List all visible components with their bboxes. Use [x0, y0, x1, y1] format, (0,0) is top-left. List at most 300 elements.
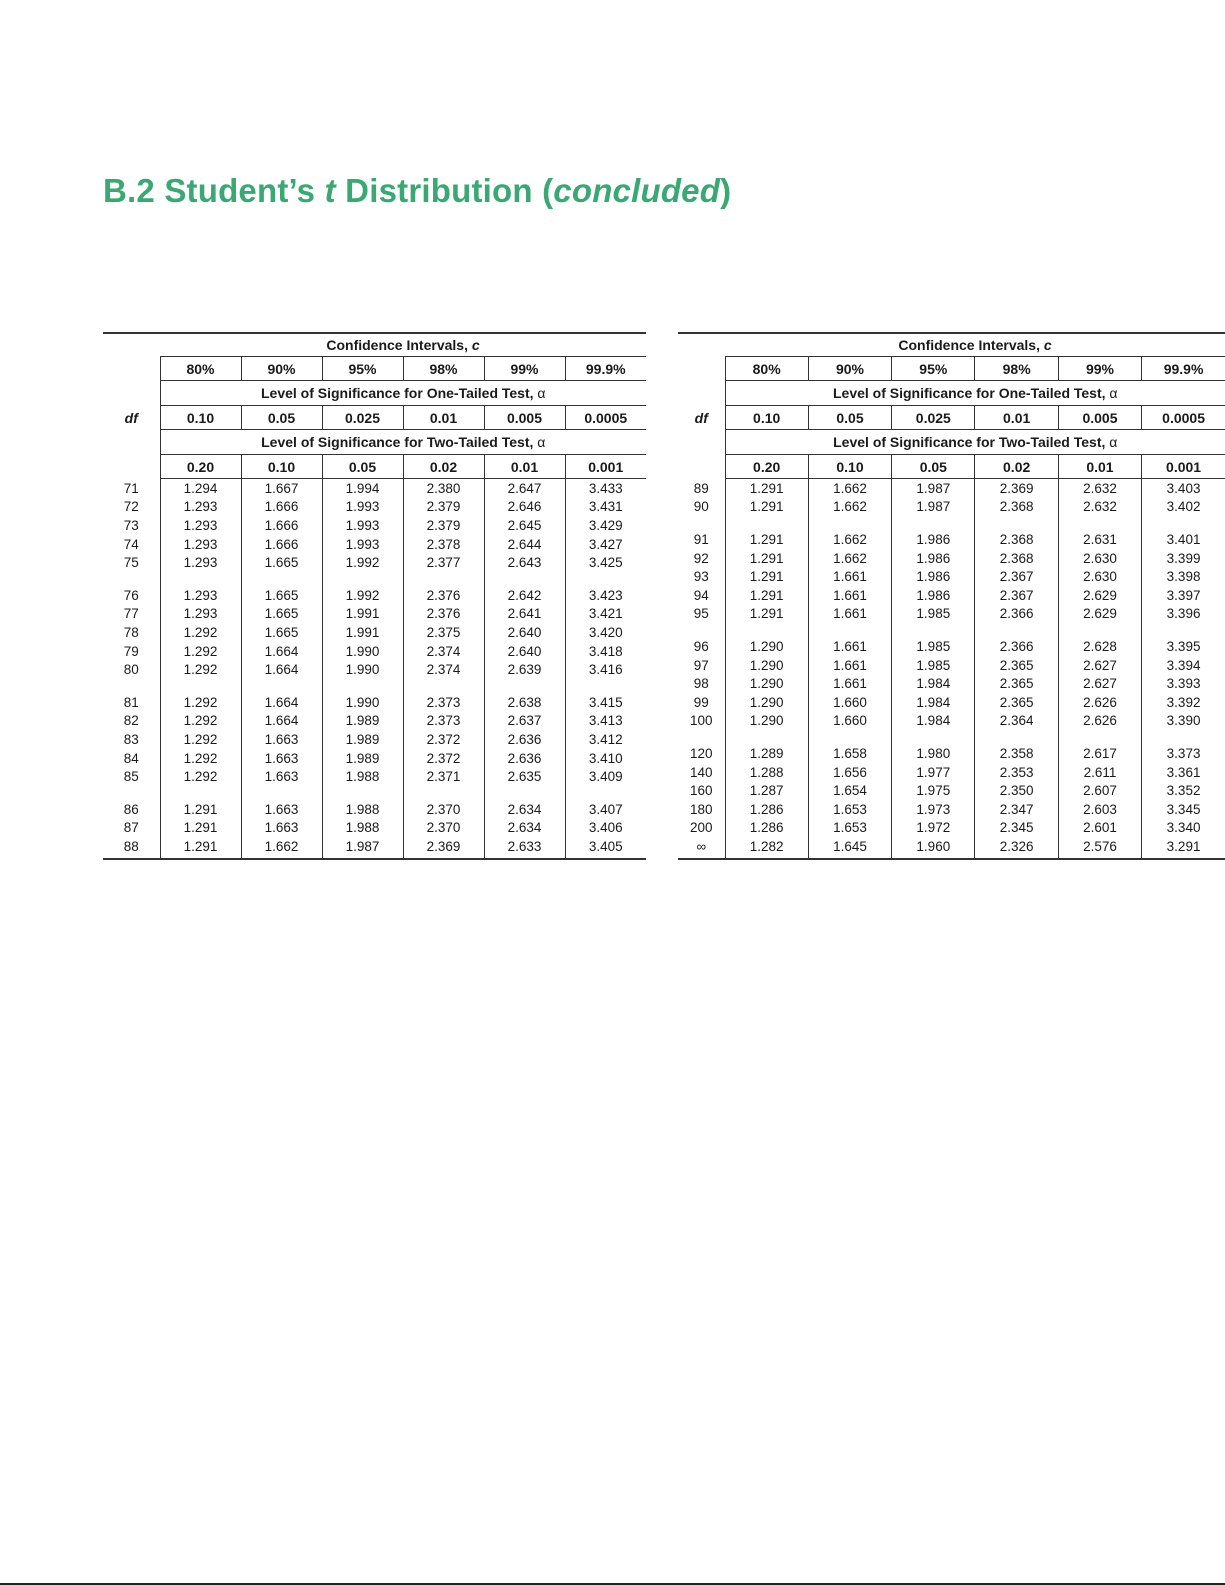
confidence-level: 90% — [241, 357, 322, 381]
confidence-level: 99% — [1058, 357, 1141, 381]
critical-value: 1.290 — [725, 656, 808, 675]
critical-value: 3.412 — [565, 730, 646, 749]
critical-value: 1.291 — [725, 479, 808, 498]
critical-value: 3.431 — [565, 498, 646, 517]
confidence-level: 99.9% — [565, 357, 646, 381]
critical-value: 1.292 — [160, 749, 241, 768]
critical-value: 1.645 — [808, 837, 891, 859]
critical-value: 1.654 — [808, 781, 891, 800]
critical-value: 1.292 — [160, 730, 241, 749]
two-tailed-row — [103, 455, 646, 479]
critical-value: 1.663 — [241, 819, 322, 838]
critical-value: 1.291 — [725, 586, 808, 605]
one-tailed-alpha: 0.05 — [241, 406, 322, 430]
critical-value: 2.644 — [484, 535, 565, 554]
confidence-intervals-header: Confidence Intervals, c — [160, 333, 646, 357]
critical-value: 1.990 — [322, 642, 403, 661]
critical-value: 2.611 — [1058, 763, 1141, 782]
critical-value: 1.291 — [725, 549, 808, 568]
critical-value: 1.665 — [241, 553, 322, 572]
critical-value: 2.632 — [1058, 498, 1141, 517]
critical-value: 1.664 — [241, 642, 322, 661]
table-row — [678, 819, 1225, 838]
df-value: 73 — [103, 516, 160, 535]
critical-value: 3.399 — [1142, 549, 1225, 568]
critical-value: 1.992 — [322, 572, 403, 605]
critical-value: 1.291 — [725, 498, 808, 517]
two-tailed-alpha: 0.02 — [403, 455, 484, 479]
critical-value: 2.576 — [1058, 837, 1141, 859]
confidence-level: 95% — [892, 357, 975, 381]
critical-value: 1.292 — [160, 712, 241, 731]
df-value: 78 — [103, 623, 160, 642]
critical-value: 1.653 — [808, 800, 891, 819]
df-value: 86 — [103, 786, 160, 819]
critical-value: 3.416 — [565, 660, 646, 679]
critical-value: 1.663 — [241, 786, 322, 819]
critical-value: 2.627 — [1058, 656, 1141, 675]
critical-value: 1.290 — [725, 674, 808, 693]
df-value: 84 — [103, 749, 160, 768]
critical-value: 3.403 — [1142, 479, 1225, 498]
critical-value: 2.643 — [484, 553, 565, 572]
table-row — [678, 730, 1225, 763]
table-row — [103, 786, 646, 819]
critical-value: 2.370 — [403, 786, 484, 819]
critical-value: 3.373 — [1142, 730, 1225, 763]
one-tailed-alpha: 0.025 — [322, 406, 403, 430]
table-row — [678, 549, 1225, 568]
critical-value: 1.988 — [322, 767, 403, 786]
critical-value: 1.662 — [808, 516, 891, 549]
critical-value: 3.405 — [565, 837, 646, 859]
critical-value: 1.990 — [322, 660, 403, 679]
df-value: 72 — [103, 498, 160, 517]
critical-value: 1.980 — [892, 730, 975, 763]
critical-value: 2.626 — [1058, 693, 1141, 712]
table-row — [678, 674, 1225, 693]
table-row — [103, 749, 646, 768]
critical-value: 1.985 — [892, 605, 975, 624]
page-title: B.2 Student’s t Distribution (concluded) — [103, 172, 732, 209]
critical-value: 1.960 — [892, 837, 975, 859]
one-tailed-row — [103, 406, 646, 430]
critical-value: 1.294 — [160, 479, 241, 498]
title-concluded: concluded — [553, 172, 721, 209]
critical-value: 3.433 — [565, 479, 646, 498]
critical-value: 2.628 — [1058, 623, 1141, 656]
critical-value: 2.641 — [484, 605, 565, 624]
critical-value: 1.661 — [808, 586, 891, 605]
table-row — [103, 819, 646, 838]
critical-value: 1.665 — [241, 605, 322, 624]
critical-value: 3.361 — [1142, 763, 1225, 782]
critical-value: 1.662 — [808, 498, 891, 517]
critical-value: 3.407 — [565, 786, 646, 819]
critical-value: 1.984 — [892, 712, 975, 731]
critical-value: 1.292 — [160, 767, 241, 786]
critical-value: 1.661 — [808, 674, 891, 693]
confidence-level: 80% — [725, 357, 808, 381]
critical-value: 1.291 — [725, 567, 808, 586]
critical-value: 1.661 — [808, 567, 891, 586]
critical-value: 3.352 — [1142, 781, 1225, 800]
critical-value: 1.664 — [241, 712, 322, 731]
critical-value: 1.665 — [241, 623, 322, 642]
critical-value: 2.350 — [975, 781, 1058, 800]
critical-value: 2.369 — [403, 837, 484, 859]
critical-value: 2.373 — [403, 679, 484, 712]
df-value: 140 — [678, 763, 725, 782]
one-tailed-alpha: 0.01 — [975, 406, 1058, 430]
critical-value: 3.423 — [565, 572, 646, 605]
critical-value: 2.634 — [484, 786, 565, 819]
df-value: 99 — [678, 693, 725, 712]
confidence-level: 90% — [808, 357, 891, 381]
critical-value: 2.647 — [484, 479, 565, 498]
critical-value: 1.290 — [725, 623, 808, 656]
critical-value: 1.293 — [160, 605, 241, 624]
df-value: 95 — [678, 605, 725, 624]
confidence-levels-row — [678, 357, 1225, 381]
critical-value: 1.991 — [322, 605, 403, 624]
df-value: 92 — [678, 549, 725, 568]
table-row — [103, 767, 646, 786]
df-value: 76 — [103, 572, 160, 605]
critical-value: 2.646 — [484, 498, 565, 517]
critical-value: 2.636 — [484, 730, 565, 749]
critical-value: 2.380 — [403, 479, 484, 498]
critical-value: 2.368 — [975, 498, 1058, 517]
critical-value: 2.379 — [403, 498, 484, 517]
table-row — [678, 712, 1225, 731]
table-row — [103, 605, 646, 624]
table-row — [103, 498, 646, 517]
two-tailed-alpha: 0.01 — [1058, 455, 1141, 479]
critical-value: 1.291 — [725, 605, 808, 624]
critical-value: 2.364 — [975, 712, 1058, 731]
critical-value: 3.395 — [1142, 623, 1225, 656]
critical-value: 2.358 — [975, 730, 1058, 763]
critical-value: 1.984 — [892, 674, 975, 693]
critical-value: 1.984 — [892, 693, 975, 712]
confidence-level: 99% — [484, 357, 565, 381]
two-tailed-alpha: 0.02 — [975, 455, 1058, 479]
confidence-intervals-header: Confidence Intervals, c — [725, 333, 1225, 357]
critical-value: 1.986 — [892, 586, 975, 605]
two-tailed-alpha: 0.20 — [160, 455, 241, 479]
table-row — [678, 516, 1225, 549]
critical-value: 1.987 — [892, 479, 975, 498]
critical-value: 2.636 — [484, 749, 565, 768]
critical-value: 3.413 — [565, 712, 646, 731]
critical-value: 1.660 — [808, 712, 891, 731]
critical-value: 1.290 — [725, 712, 808, 731]
critical-value: 1.662 — [808, 549, 891, 568]
t-table-right — [678, 332, 1225, 860]
critical-value: 2.631 — [1058, 516, 1141, 549]
critical-value: 1.292 — [160, 679, 241, 712]
one-tailed-alpha: 0.10 — [160, 406, 241, 430]
critical-value: 2.365 — [975, 693, 1058, 712]
df-value: 74 — [103, 535, 160, 554]
df-value: 98 — [678, 674, 725, 693]
df-value: 200 — [678, 819, 725, 838]
critical-value: 2.365 — [975, 656, 1058, 675]
critical-value: 1.290 — [725, 693, 808, 712]
two-tailed-row — [678, 455, 1225, 479]
critical-value: 2.374 — [403, 642, 484, 661]
two-tailed-alpha: 0.05 — [892, 455, 975, 479]
one-tailed-alpha: 0.10 — [725, 406, 808, 430]
table-row — [103, 516, 646, 535]
table-row — [678, 586, 1225, 605]
critical-value: 1.992 — [322, 553, 403, 572]
table-row — [103, 679, 646, 712]
critical-value: 3.340 — [1142, 819, 1225, 838]
one-tailed-alpha: 0.005 — [484, 406, 565, 430]
df-header: df — [678, 357, 725, 479]
table-row — [103, 623, 646, 642]
critical-value: 2.630 — [1058, 549, 1141, 568]
critical-value: 2.378 — [403, 535, 484, 554]
two-tailed-alpha: 0.01 — [484, 455, 565, 479]
table-row — [678, 763, 1225, 782]
one-tailed-header: Level of Significance for One-Tailed Test, α — [725, 381, 1225, 406]
critical-value: 1.985 — [892, 623, 975, 656]
one-tailed-alpha: 0.0005 — [565, 406, 646, 430]
critical-value: 3.390 — [1142, 712, 1225, 731]
df-value: 82 — [103, 712, 160, 731]
df-value: 83 — [103, 730, 160, 749]
critical-value: 3.291 — [1142, 837, 1225, 859]
critical-value: 1.658 — [808, 730, 891, 763]
critical-value: 1.985 — [892, 656, 975, 675]
critical-value: 2.635 — [484, 767, 565, 786]
critical-value: 2.373 — [403, 712, 484, 731]
header-spacer — [103, 333, 160, 357]
critical-value: 1.666 — [241, 516, 322, 535]
df-header: df — [103, 357, 160, 479]
critical-value: 2.372 — [403, 749, 484, 768]
critical-value: 2.376 — [403, 572, 484, 605]
critical-value: 1.292 — [160, 660, 241, 679]
table-row — [678, 567, 1225, 586]
critical-value: 2.375 — [403, 623, 484, 642]
table-row — [678, 623, 1225, 656]
critical-value: 2.629 — [1058, 605, 1141, 624]
critical-value: 2.367 — [975, 586, 1058, 605]
critical-value: 1.286 — [725, 800, 808, 819]
two-tailed-alpha: 0.10 — [808, 455, 891, 479]
confidence-level: 98% — [975, 357, 1058, 381]
df-value: 89 — [678, 479, 725, 498]
critical-value: 1.986 — [892, 516, 975, 549]
df-value: 120 — [678, 730, 725, 763]
confidence-level: 99.9% — [1142, 357, 1225, 381]
critical-value: 1.994 — [322, 479, 403, 498]
critical-value: 1.291 — [725, 516, 808, 549]
df-value: 87 — [103, 819, 160, 838]
critical-value: 2.640 — [484, 623, 565, 642]
critical-value: 2.637 — [484, 712, 565, 731]
table-row — [678, 605, 1225, 624]
df-value: 81 — [103, 679, 160, 712]
critical-value: 2.368 — [975, 549, 1058, 568]
table-row — [103, 660, 646, 679]
critical-value: 1.289 — [725, 730, 808, 763]
critical-value: 2.365 — [975, 674, 1058, 693]
table-row — [678, 781, 1225, 800]
critical-value: 2.639 — [484, 660, 565, 679]
critical-value: 1.973 — [892, 800, 975, 819]
confidence-level: 98% — [403, 357, 484, 381]
one-tailed-alpha: 0.05 — [808, 406, 891, 430]
critical-value: 2.640 — [484, 642, 565, 661]
table-row — [678, 800, 1225, 819]
table-row — [103, 712, 646, 731]
confidence-level: 80% — [160, 357, 241, 381]
critical-value: 2.374 — [403, 660, 484, 679]
critical-value: 1.293 — [160, 553, 241, 572]
critical-value: 1.291 — [160, 819, 241, 838]
two-tailed-header: Level of Significance for Two-Tailed Test, α — [725, 430, 1225, 455]
critical-value: 3.394 — [1142, 656, 1225, 675]
critical-value: 2.603 — [1058, 800, 1141, 819]
critical-value: 1.663 — [241, 767, 322, 786]
critical-value: 1.293 — [160, 516, 241, 535]
critical-value: 2.368 — [975, 516, 1058, 549]
one-tailed-alpha: 0.005 — [1058, 406, 1141, 430]
critical-value: 3.401 — [1142, 516, 1225, 549]
critical-value: 2.369 — [975, 479, 1058, 498]
critical-value: 2.347 — [975, 800, 1058, 819]
critical-value: 2.601 — [1058, 819, 1141, 838]
header-spacer — [678, 333, 725, 357]
critical-value: 1.293 — [160, 498, 241, 517]
critical-value: 2.633 — [484, 837, 565, 859]
critical-value: 1.986 — [892, 567, 975, 586]
critical-value: 3.429 — [565, 516, 646, 535]
title-t-variable: t — [324, 172, 336, 209]
df-value: 90 — [678, 498, 725, 517]
critical-value: 1.977 — [892, 763, 975, 782]
table-row — [103, 642, 646, 661]
critical-value: 1.990 — [322, 679, 403, 712]
critical-value: 3.415 — [565, 679, 646, 712]
critical-value: 1.991 — [322, 623, 403, 642]
left-table-body — [103, 479, 646, 859]
two-tailed-alpha: 0.05 — [322, 455, 403, 479]
df-value: 94 — [678, 586, 725, 605]
critical-value: 2.379 — [403, 516, 484, 535]
critical-value: 2.377 — [403, 553, 484, 572]
df-value: 96 — [678, 623, 725, 656]
critical-value: 1.661 — [808, 623, 891, 656]
critical-value: 1.661 — [808, 656, 891, 675]
critical-value: 3.421 — [565, 605, 646, 624]
critical-value: 3.420 — [565, 623, 646, 642]
critical-value: 1.666 — [241, 535, 322, 554]
critical-value: 1.664 — [241, 660, 322, 679]
critical-value: 2.326 — [975, 837, 1058, 859]
critical-value: 1.989 — [322, 712, 403, 731]
two-tailed-header: Level of Significance for Two-Tailed Test, α — [160, 430, 646, 455]
critical-value: 3.392 — [1142, 693, 1225, 712]
critical-value: 2.645 — [484, 516, 565, 535]
critical-value: 1.287 — [725, 781, 808, 800]
table-row — [678, 656, 1225, 675]
confidence-level: 95% — [322, 357, 403, 381]
table-row — [678, 498, 1225, 517]
critical-value: 2.607 — [1058, 781, 1141, 800]
critical-value: 2.366 — [975, 623, 1058, 656]
critical-value: 3.397 — [1142, 586, 1225, 605]
critical-value: 1.988 — [322, 819, 403, 838]
critical-value: 2.629 — [1058, 586, 1141, 605]
t-table-left — [103, 332, 646, 860]
critical-value: 2.632 — [1058, 479, 1141, 498]
critical-value: 2.371 — [403, 767, 484, 786]
df-value: 91 — [678, 516, 725, 549]
critical-value: 1.282 — [725, 837, 808, 859]
critical-value: 2.626 — [1058, 712, 1141, 731]
critical-value: 1.666 — [241, 498, 322, 517]
df-value: 85 — [103, 767, 160, 786]
critical-value: 1.660 — [808, 693, 891, 712]
critical-value: 3.345 — [1142, 800, 1225, 819]
critical-value: 1.993 — [322, 516, 403, 535]
critical-value: 2.353 — [975, 763, 1058, 782]
df-value: 75 — [103, 553, 160, 572]
critical-value: 1.663 — [241, 730, 322, 749]
critical-value: 3.402 — [1142, 498, 1225, 517]
critical-value: 3.427 — [565, 535, 646, 554]
critical-value: 3.425 — [565, 553, 646, 572]
df-value: 93 — [678, 567, 725, 586]
critical-value: 1.667 — [241, 479, 322, 498]
critical-value: 1.288 — [725, 763, 808, 782]
critical-value: 1.291 — [160, 837, 241, 859]
table-row — [678, 693, 1225, 712]
critical-value: 1.662 — [808, 479, 891, 498]
table-row — [103, 572, 646, 605]
one-tailed-alpha: 0.0005 — [1142, 406, 1225, 430]
df-value: 79 — [103, 642, 160, 661]
df-value: 97 — [678, 656, 725, 675]
critical-value: 1.661 — [808, 605, 891, 624]
two-tailed-alpha: 0.001 — [565, 455, 646, 479]
critical-value: 2.630 — [1058, 567, 1141, 586]
confidence-levels-row — [103, 357, 646, 381]
critical-value: 1.665 — [241, 572, 322, 605]
critical-value: 2.627 — [1058, 674, 1141, 693]
one-tailed-header: Level of Significance for One-Tailed Test, α — [160, 381, 646, 406]
critical-value: 2.372 — [403, 730, 484, 749]
df-value: 160 — [678, 781, 725, 800]
df-value: 88 — [103, 837, 160, 859]
critical-value: 1.993 — [322, 498, 403, 517]
critical-value: 3.418 — [565, 642, 646, 661]
critical-value: 1.293 — [160, 535, 241, 554]
df-value: 100 — [678, 712, 725, 731]
table-row — [103, 730, 646, 749]
critical-value: 2.617 — [1058, 730, 1141, 763]
critical-value: 2.376 — [403, 605, 484, 624]
critical-value: 3.406 — [565, 819, 646, 838]
table-row — [103, 479, 646, 498]
critical-value: 1.292 — [160, 623, 241, 642]
